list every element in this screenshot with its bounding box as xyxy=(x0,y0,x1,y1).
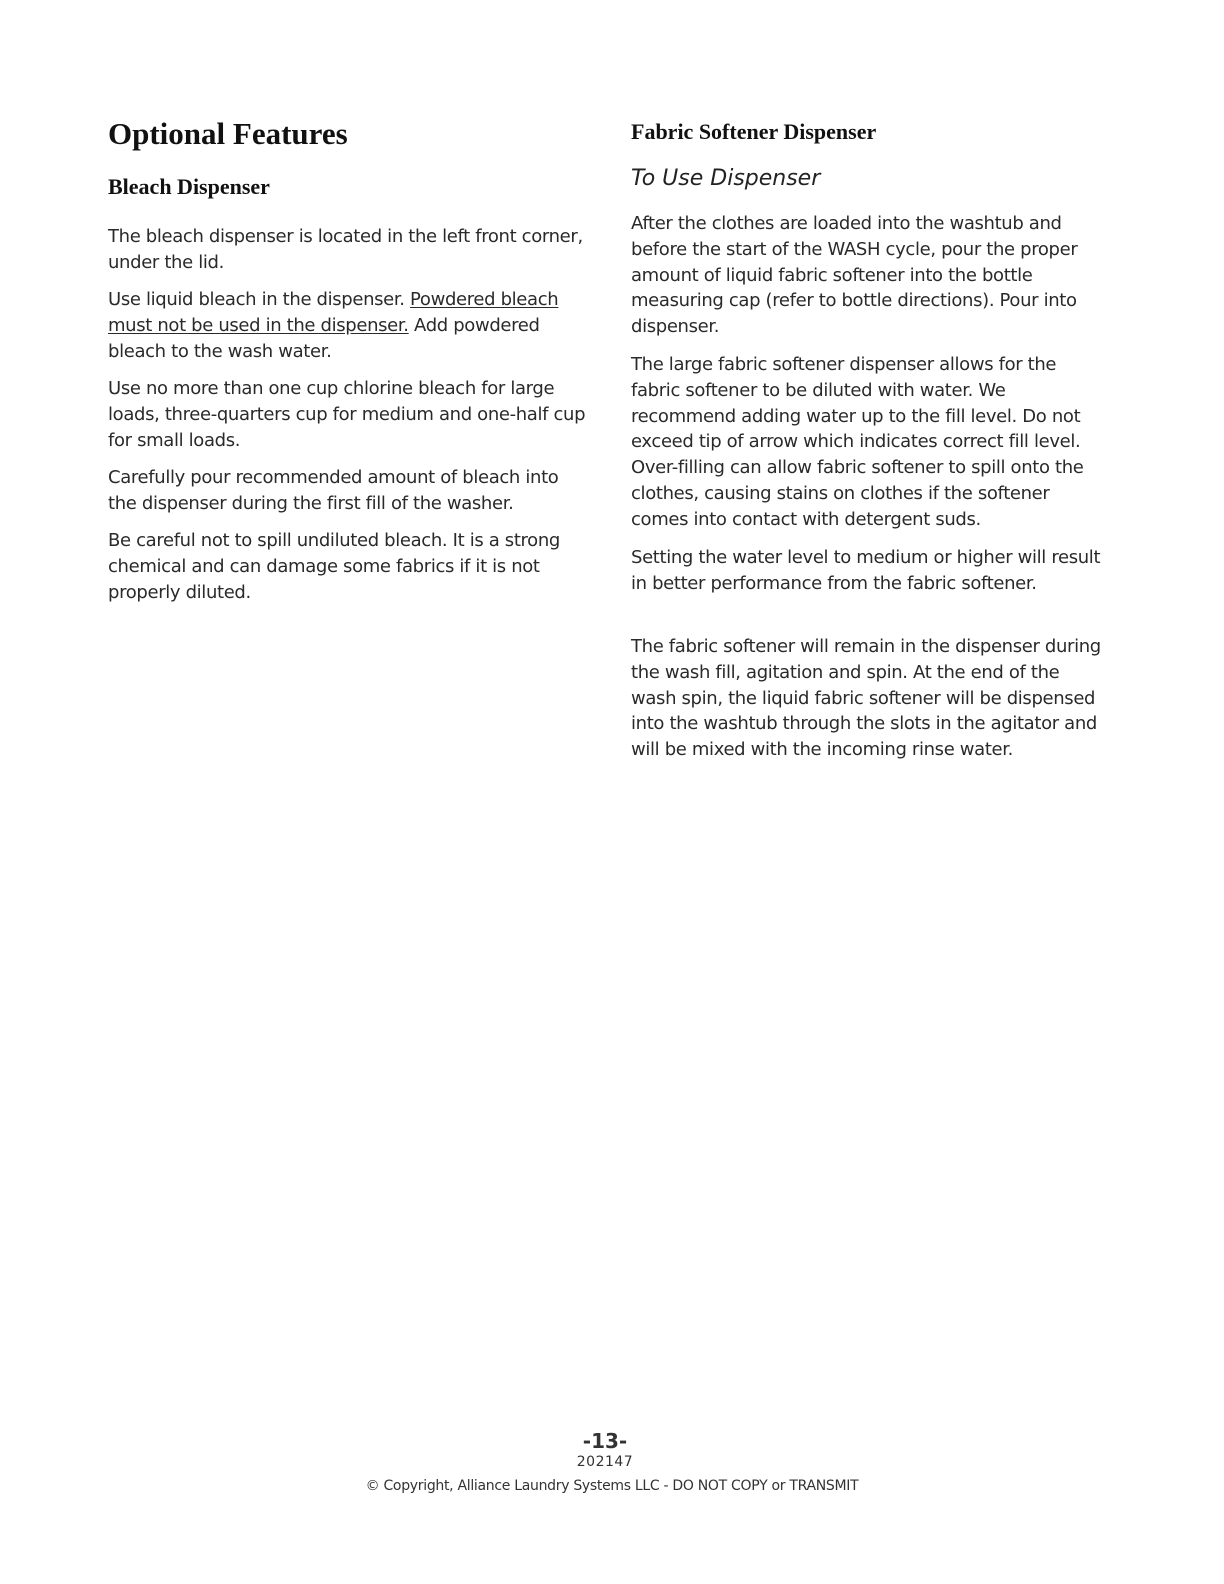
fabric-softener-heading: Fabric Softener Dispenser xyxy=(631,119,877,144)
copyright-notice: © Copyright, Alliance Laundry Systems LLC - DO NOT COPY or TRANSMIT xyxy=(365,1478,859,1494)
bleach-caution-paragraph: Be careful not to spill undiluted bleach. It is a strong chemical and can damage some fabrics if it is not properly diluted. xyxy=(108,530,560,603)
bleach-pour-paragraph: Carefully pour recommended amount of bleach into the dispenser during the first fill of the washer. xyxy=(108,467,559,514)
page-number: -13- xyxy=(582,1429,628,1453)
bleach-warning-underlined: Powdered bleach must not be used in the dispenser. xyxy=(108,289,559,336)
water-level-paragraph: Setting the water level to medium or higher will result in better performance from the fabric softener. xyxy=(631,547,1101,594)
bleach-location-paragraph: The bleach dispenser is located in the left front corner, under the lid. xyxy=(108,226,583,273)
softener-loading-paragraph: After the clothes are loaded into the washtub and before the start of the WASH cycle, pour the proper amount of liquid fabric softener into the bottle measuring cap (refer to bottle directions). Pour into dispenser. xyxy=(631,213,1078,338)
softener-dilution-paragraph: The large fabric softener dispenser allows for the fabric softener to be diluted with water. We recommend adding water up to the fill level. Do not exceed tip of arrow which indicates correct fill level. Over-filling can allow fabric softener to spill onto the clothes, causing stains on clothes if the softener comes into contact with detergent suds. xyxy=(631,354,1084,530)
bleach-dispenser-heading: Bleach Dispenser xyxy=(108,174,270,199)
bleach-type-paragraph xyxy=(108,287,586,364)
bleach-type-text-2: Add powdered bleach to the wash water. xyxy=(108,314,540,362)
softener-dispensing-paragraph: The fabric softener will remain in the dispenser during the wash fill, agitation and spin. At the end of the wash spin, the liquid fabric softener will be dispensed into the washtub through the slots in the agitator and will be mixed with the incoming rinse water. xyxy=(631,636,1101,761)
bleach-type-text-1: Use liquid bleach in the dispenser. xyxy=(108,289,411,310)
to-use-dispenser-subheading: To Use Dispenser xyxy=(631,166,821,191)
document-number: 202147 xyxy=(576,1454,634,1470)
bleach-amount-paragraph: Use no more than one cup chlorine bleach for large loads, three-quarters cup for medium and one-half cup for small loads. xyxy=(108,378,586,451)
page-title: Optional Features xyxy=(108,116,348,151)
